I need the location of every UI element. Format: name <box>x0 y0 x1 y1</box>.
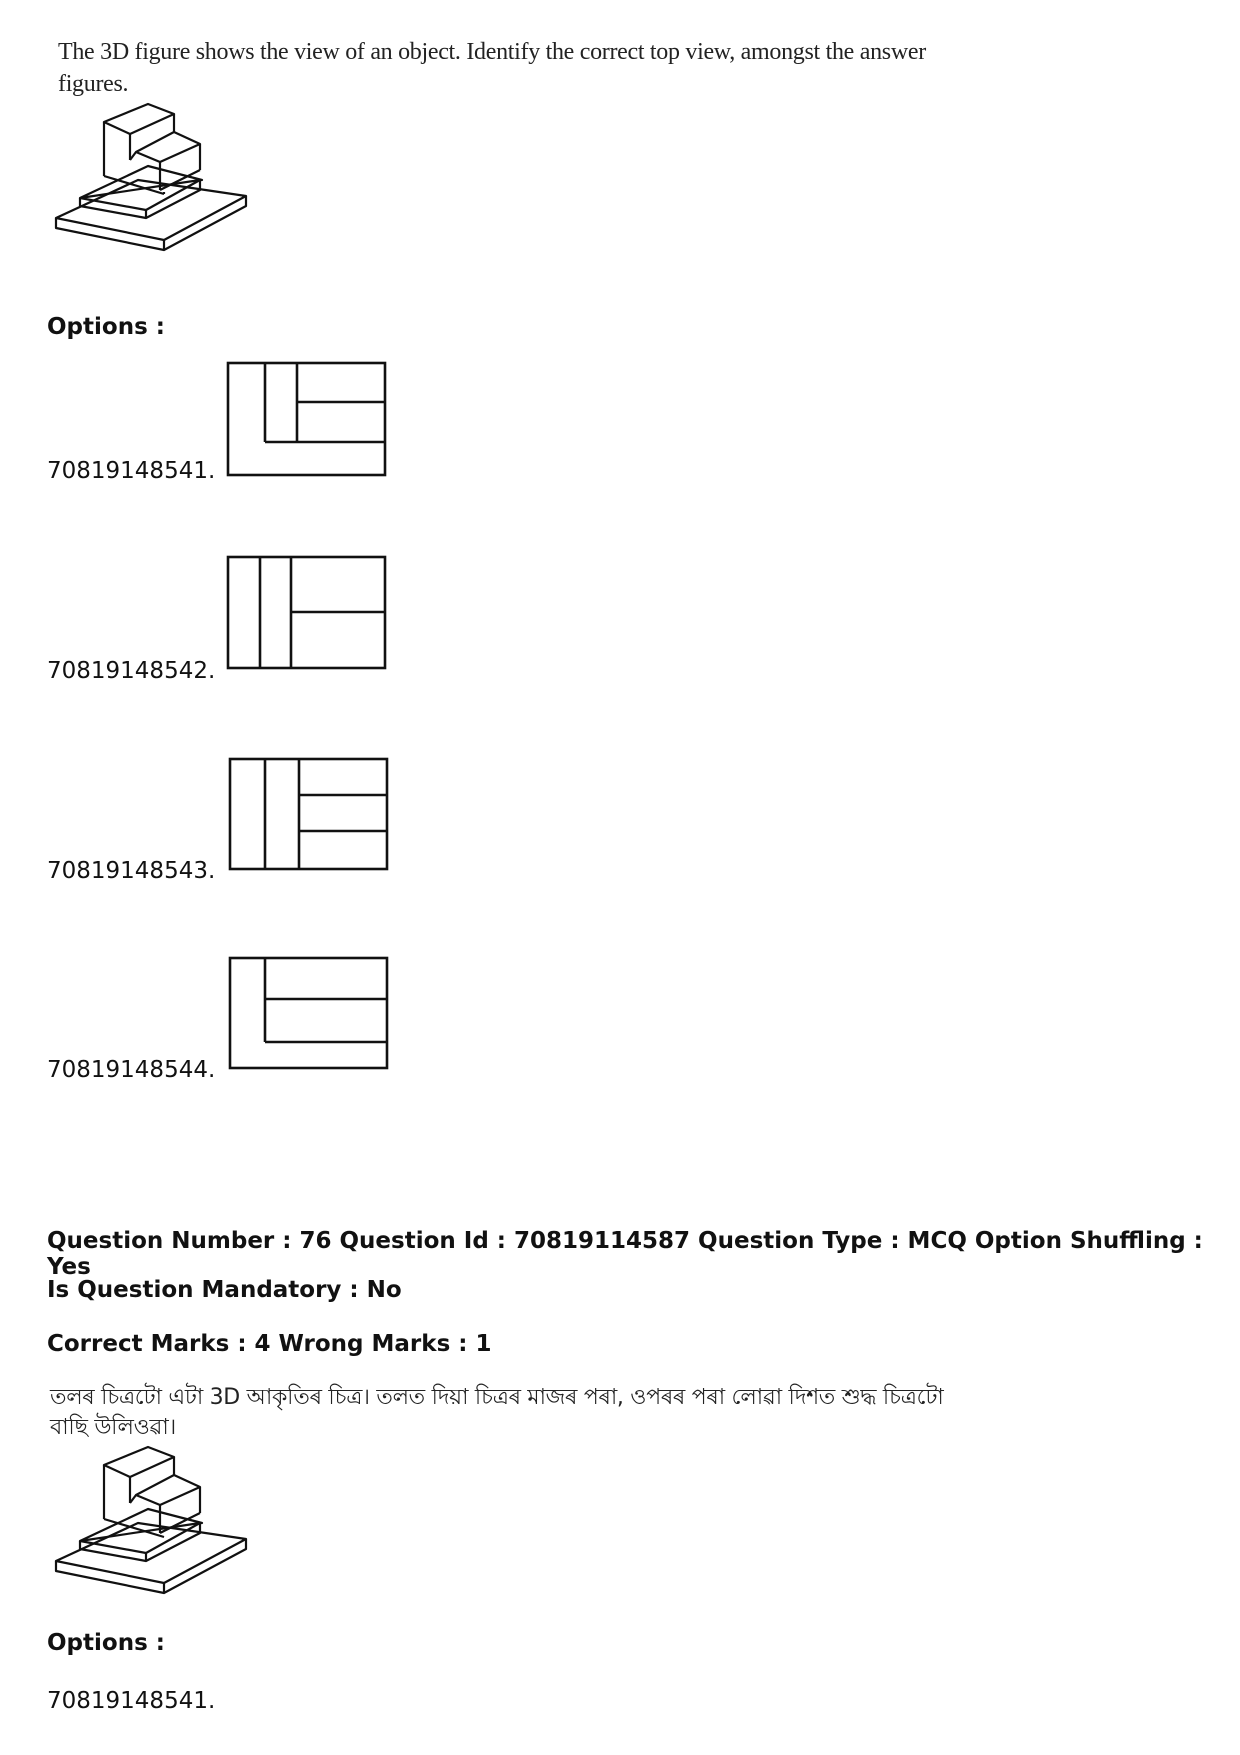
top-view-option-2-figure[interactable] <box>227 556 387 672</box>
top-view-option-1-figure[interactable] <box>227 362 387 478</box>
question-meta-line-3: Correct Marks : 4 Wrong Marks : 1 <box>47 1331 492 1357</box>
top-view-option-4-figure[interactable] <box>229 957 389 1073</box>
question-text-assamese: তলৰ চিত্ৰটো এটা 3D আকৃতিৰ চিত্ৰ। তলত দিয়া চিত্ৰৰ মাজৰ পৰা, ওপৰৰ পৰা লোৱা দিশত শুদ্ধ চিত্ৰটো বাছি উলিওৱা। <box>50 1385 944 1440</box>
options-label-2: Options : <box>47 1630 165 1656</box>
option-4-id[interactable]: 70819148544. <box>47 1057 216 1083</box>
option-2-id[interactable]: 70819148542. <box>47 658 216 684</box>
question-meta-line-1: Question Number : 76 Question Id : 70819114587 Question Type : MCQ Option Shuffling : Yes <box>47 1228 1203 1280</box>
question-text: The 3D figure shows the view of an object. Identify the correct top view, amongst the answer figures. <box>58 39 926 97</box>
isometric-object-figure <box>52 100 302 265</box>
option-1-id-q76[interactable]: 70819148541. <box>47 1688 216 1714</box>
top-view-option-3-figure[interactable] <box>229 758 389 874</box>
options-label: Options : <box>47 314 165 340</box>
option-3-id[interactable]: 70819148543. <box>47 858 216 884</box>
isometric-object-figure-2 <box>52 1443 302 1608</box>
option-1-id[interactable]: 70819148541. <box>47 458 216 484</box>
question-meta-line-2: Is Question Mandatory : No <box>47 1277 402 1303</box>
